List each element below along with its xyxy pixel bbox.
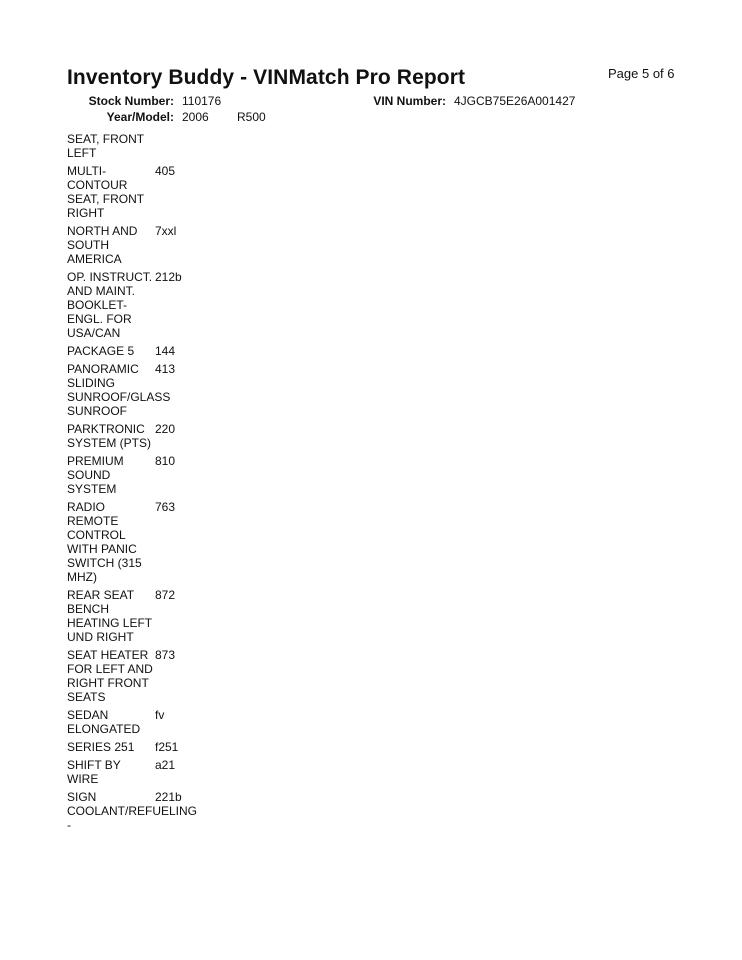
option-code: 405: [155, 164, 176, 178]
option-code: 873: [155, 648, 176, 662]
option-row: [67, 132, 267, 160]
option-code: 7xxl: [155, 224, 177, 238]
option-row: [67, 790, 267, 832]
option-row: [67, 740, 267, 754]
option-description: SIGN COOLANT/REFUELING -: [67, 790, 198, 832]
option-description: PREMIUM SOUND SYSTEM: [67, 454, 124, 496]
option-code: 763: [155, 500, 176, 514]
option-code: 220: [155, 422, 176, 436]
option-row: [67, 648, 267, 704]
option-row: [67, 708, 267, 736]
option-row: [67, 500, 267, 584]
option-row: [67, 270, 267, 340]
option-description: NORTH AND SOUTH AMERICA: [67, 224, 138, 266]
option-row: [67, 454, 267, 496]
vin-number-value: 4JGCB75E26A001427: [454, 94, 576, 108]
option-code: fv: [155, 708, 165, 722]
option-description: OP. INSTRUCT. AND MAINT. BOOKLET-ENGL. FOR USA/CAN: [67, 270, 153, 340]
year-value: 2006: [182, 110, 209, 124]
option-description: SEAT HEATER FOR LEFT AND RIGHT FRONT SEATS: [67, 648, 153, 704]
option-code: 872: [155, 588, 176, 602]
option-row: [67, 588, 267, 644]
option-code: 221b: [155, 790, 182, 804]
option-code: 212b: [155, 270, 182, 284]
option-description: PACKAGE 5: [67, 344, 135, 358]
report-title: Inventory Buddy - VINMatch Pro Report: [67, 66, 466, 89]
option-row: [67, 758, 267, 786]
page-number: Page 5 of 6: [608, 66, 675, 81]
option-code: 413: [155, 362, 176, 376]
stock-number-label: Stock Number:: [88, 94, 174, 108]
option-row: [67, 344, 267, 358]
option-list: [67, 132, 267, 836]
option-description: MULTI-CONTOUR SEAT, FRONT RIGHT: [67, 164, 144, 220]
option-description: PANORAMIC SLIDING SUNROOF/GLASS SUNROOF: [67, 362, 171, 418]
option-description: SEDAN ELONGATED: [67, 708, 141, 736]
option-description: SERIES 251: [67, 740, 135, 754]
option-description: SHIFT BY WIRE: [67, 758, 121, 786]
option-code: [153, 132, 155, 160]
option-code: 810: [155, 454, 176, 468]
year-model-label: Year/Model:: [106, 110, 174, 124]
option-code: a21: [155, 758, 176, 772]
stock-number-value: 110176: [182, 94, 222, 108]
option-code: 144: [155, 344, 176, 358]
option-row: [67, 362, 267, 418]
option-code: f251: [155, 740, 179, 754]
option-description: PARKTRONIC SYSTEM (PTS): [67, 422, 152, 450]
option-row: [67, 224, 267, 266]
vin-number-label: VIN Number:: [373, 94, 446, 108]
model-value: R500: [237, 110, 266, 124]
option-description: REAR SEAT BENCH HEATING LEFT UND RIGHT: [67, 588, 152, 644]
option-row: [67, 422, 267, 450]
option-description: RADIO REMOTE CONTROL WITH PANIC SWITCH (315 MHZ): [67, 500, 142, 584]
option-description: SEAT, FRONT LEFT: [67, 132, 144, 160]
option-row: [67, 164, 267, 220]
